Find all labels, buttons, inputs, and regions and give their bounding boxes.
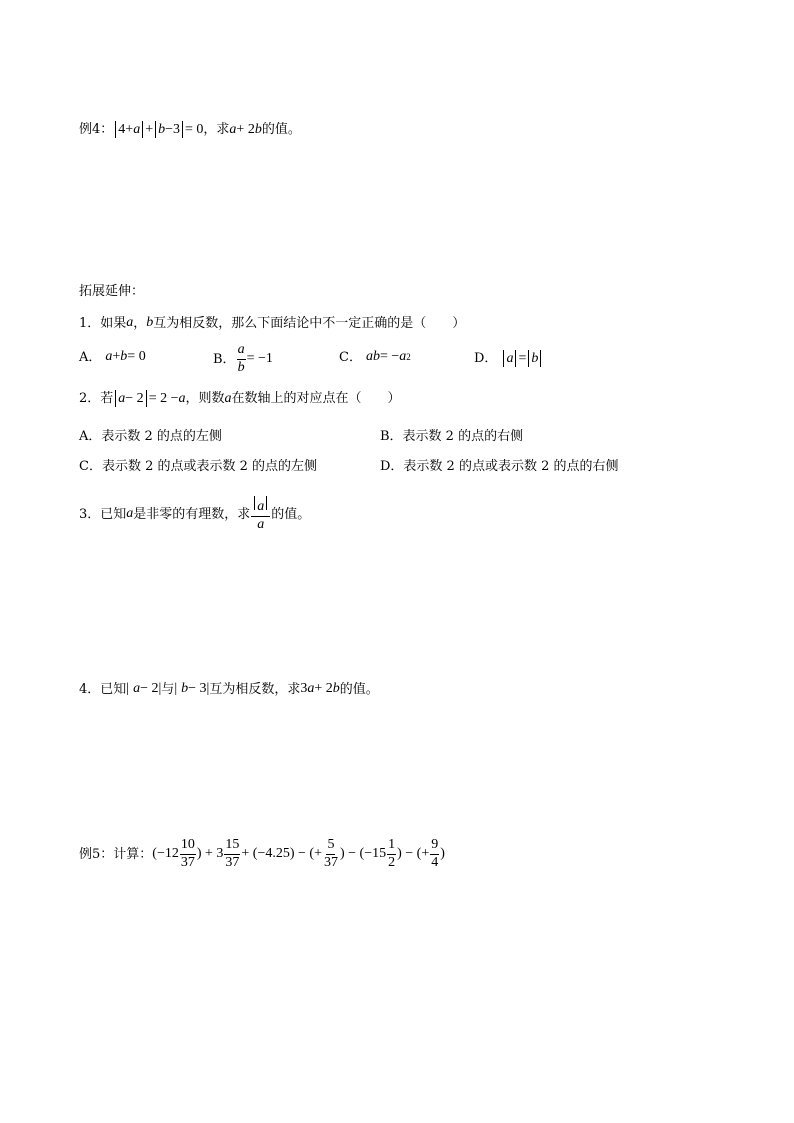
denominator: b (237, 359, 245, 375)
text: ，求 (203, 122, 230, 137)
equals: = −1 (246, 351, 273, 367)
question-2 (79, 390, 401, 407)
abs-bar (540, 350, 541, 367)
equals: = 0 (127, 349, 146, 364)
text: 互为相反数，求 (209, 681, 301, 697)
text: − 2| (140, 681, 162, 696)
variable-a: a (229, 121, 237, 137)
text: 的值。 (271, 506, 311, 522)
equals: = − (379, 349, 400, 364)
denominator: a (257, 516, 265, 532)
option-text: B．表示数 2 的点的右侧 (380, 429, 524, 444)
variable-b: b (181, 681, 189, 696)
text: + 2 (314, 681, 333, 696)
abs-bar (155, 121, 156, 138)
text: ) − (−15 (339, 846, 387, 862)
abs-bar (503, 350, 504, 367)
abs-bar (115, 390, 116, 407)
numerator: 10 (180, 838, 196, 855)
denominator: 4 (431, 854, 439, 870)
denominator: 37 (225, 854, 240, 870)
abs-bar: | (126, 681, 130, 696)
text: 与 (161, 681, 175, 697)
option-label: D． (474, 351, 498, 366)
text: − 2 (125, 390, 144, 406)
number: 3 (300, 681, 308, 696)
variable-b: b (120, 349, 128, 364)
operator: + (125, 121, 134, 137)
option-text: A．表示数 2 的点的左侧 (79, 429, 222, 444)
question-4 (79, 682, 379, 696)
variable-b: b (531, 350, 539, 366)
fraction (251, 496, 270, 532)
equals: = (518, 350, 527, 366)
q2-option-b (380, 430, 523, 443)
option-label: A． (79, 349, 102, 365)
text: 2．若 (79, 391, 114, 406)
variable-a: a (224, 390, 232, 406)
number: 3 (173, 121, 180, 137)
denominator: 2 (388, 854, 396, 870)
q1-option-b (213, 343, 273, 375)
numerator: 9 (430, 838, 439, 855)
variable-a: a (118, 390, 126, 406)
numerator (251, 496, 270, 517)
numerator: a (237, 343, 246, 360)
q1-option-c (339, 350, 411, 364)
operator: + (112, 349, 121, 364)
denominator: 37 (323, 854, 338, 870)
number: 4 (118, 121, 126, 137)
numerator: 1 (387, 838, 396, 855)
text: ) − (+ (397, 846, 430, 862)
example-4 (79, 121, 301, 138)
variable-a: a (307, 681, 315, 696)
variable-a: a (178, 390, 186, 406)
extension-heading (79, 285, 144, 298)
q1-option-d (474, 350, 543, 367)
operator: + (145, 121, 154, 137)
question-1 (79, 316, 465, 330)
text: ) (440, 846, 445, 862)
exponent: 2 (406, 351, 411, 362)
text: 的值。 (261, 122, 301, 137)
fraction (180, 838, 196, 870)
variable-b: b (332, 681, 340, 696)
variable-b: b (158, 121, 166, 137)
text: + (−4.25) − (+ (241, 846, 322, 862)
denominator: 37 (180, 854, 195, 870)
variable-a: a (257, 499, 265, 514)
text: (−12 (152, 846, 179, 862)
variable-a: a (126, 506, 134, 522)
text: 4．已知 (79, 681, 127, 697)
abs-bar (115, 121, 116, 138)
abs-bar: | (174, 681, 178, 696)
q2-option-a (79, 430, 222, 443)
option-text: C．表示数 2 的点或表示数 2 的点的左侧 (79, 459, 318, 474)
example-4-label: 例4： (79, 122, 114, 137)
text: 是非零的有理数，求 (133, 506, 251, 522)
text: 3．已知 (79, 506, 127, 522)
operator: − (165, 121, 173, 137)
text: 的值。 (339, 681, 379, 697)
q2-option-d (380, 460, 619, 473)
equals: = 2 − (148, 390, 179, 406)
fraction (323, 838, 339, 870)
text: ，则数 (185, 391, 225, 406)
variable-a: a (133, 121, 141, 137)
text: 1．如果 (79, 315, 127, 331)
variable-a: a (133, 681, 141, 696)
text: ) + 3 (196, 846, 224, 862)
numerator: 15 (224, 838, 240, 855)
example-5-label: 例5：计算： (79, 846, 153, 862)
option-label: B． (213, 351, 236, 367)
fraction (237, 343, 246, 375)
abs-bar (515, 350, 516, 367)
q1-option-a (79, 350, 146, 364)
fraction (387, 838, 396, 870)
numerator: 5 (326, 838, 335, 855)
abs-bar (146, 390, 147, 407)
abs-bar (528, 350, 529, 367)
variable-a: a (126, 315, 134, 330)
abs-bar (254, 496, 255, 510)
variable-a: a (506, 350, 514, 366)
variable-ab: ab (365, 349, 380, 364)
text: + 2 (236, 121, 255, 137)
variable-b: b (254, 121, 262, 137)
fraction (430, 838, 439, 870)
question-3 (79, 496, 310, 532)
text: 互为相反数，那么下面结论中不一定正确的是（ ） (153, 315, 466, 331)
variable-b: b (146, 315, 154, 330)
abs-bar (266, 496, 267, 510)
text: − 3| (188, 681, 210, 696)
abs-bar (182, 121, 183, 138)
option-label: C． (339, 349, 362, 365)
variable-a: a (399, 349, 407, 364)
heading-text: 拓展延伸： (79, 284, 145, 299)
text: 在数轴上的对应点在（ ） (231, 391, 401, 406)
abs-bar (142, 121, 143, 138)
text: ， (133, 315, 147, 331)
fraction (224, 838, 240, 870)
variable-a: a (105, 349, 113, 364)
example-5 (79, 838, 445, 870)
q2-option-c (79, 460, 317, 473)
option-text: D．表示数 2 的点或表示数 2 的点的右侧 (380, 459, 619, 474)
equals-zero: = 0 (185, 121, 204, 137)
